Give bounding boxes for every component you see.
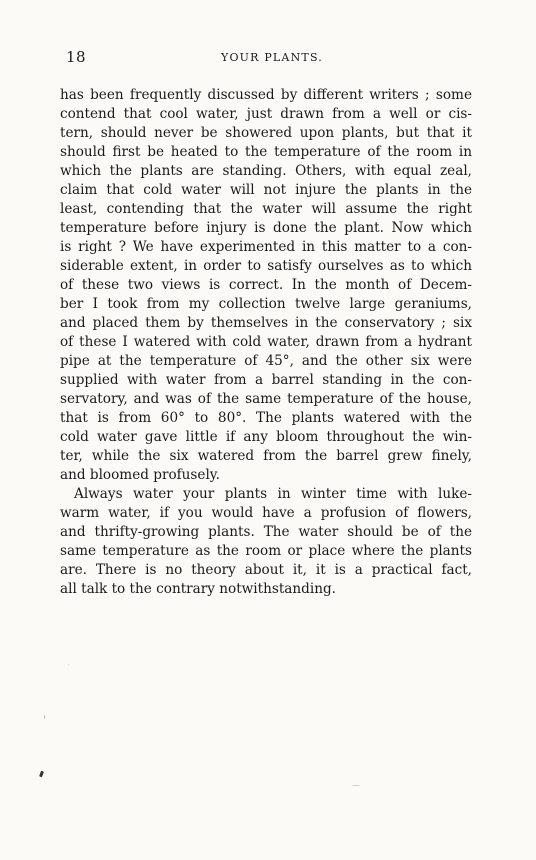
text-line: least, contending that the water will assume the right (60, 201, 472, 217)
text-line: warm water, if you would have a profusion of flowers, (60, 505, 472, 521)
paragraph-end-line: all talk to the contrary notwithstanding. (60, 581, 336, 597)
text-line: has been frequently discussed by different writers ; some (60, 87, 472, 103)
text-line: siderable extent, in order to satisfy ourselves as to which (60, 258, 472, 274)
text-line: servatory, and was of the same temperature of the house, (60, 391, 472, 407)
paragraph-end-line: and bloomed profusely. (60, 467, 220, 483)
text-line: ter, while the six watered from the barrel grew finely, (60, 448, 472, 464)
scan-speck (68, 664, 69, 665)
text-line: of these I watered with cold water, drawn from a hydrant (60, 334, 472, 350)
text-line: and thrifty-growing plants. The water should be of the (60, 524, 472, 540)
text-line: cold water gave little if any bloom throughout the win- (60, 429, 472, 445)
page-number: 18 (66, 48, 87, 66)
body-text (60, 86, 472, 599)
text-line: that is from 60° to 80°. The plants watered with the (60, 410, 472, 426)
text-line: pipe at the temperature of 45°, and the other six were (60, 353, 472, 369)
scan-speck (39, 771, 44, 778)
text-line: tern, should never be showered upon plants, but that it (60, 125, 472, 141)
text-line: claim that cold water will not injure the plants in the (60, 182, 472, 198)
text-line: is right ? We have experimented in this matter to a con- (60, 239, 472, 255)
text-line: of these two views is correct. In the month of Decem- (60, 277, 472, 293)
text-line: and placed them by themselves in the conservatory ; six (60, 315, 472, 331)
text-line: same temperature as the room or place where the plants (60, 543, 472, 559)
text-line: are. There is no theory about it, it is a practical fact, (60, 562, 472, 578)
paragraph-start-line: Always water your plants in winter time with luke- (74, 486, 472, 502)
text-line: supplied with water from a barrel standing in the con- (60, 372, 472, 388)
scan-speck (352, 785, 360, 786)
text-line: contend that cool water, just drawn from a well or cis- (60, 106, 472, 122)
text-line: which the plants are standing. Others, with equal zeal, (60, 163, 472, 179)
running-head: YOUR PLANTS. (221, 51, 323, 64)
text-line: should first be heated to the temperature of the room in (60, 144, 472, 160)
scan-speck (44, 715, 45, 719)
text-line: ber I took from my collection twelve large geraniums, (60, 296, 472, 312)
text-line: temperature before injury is done the plant. Now which (60, 220, 472, 236)
